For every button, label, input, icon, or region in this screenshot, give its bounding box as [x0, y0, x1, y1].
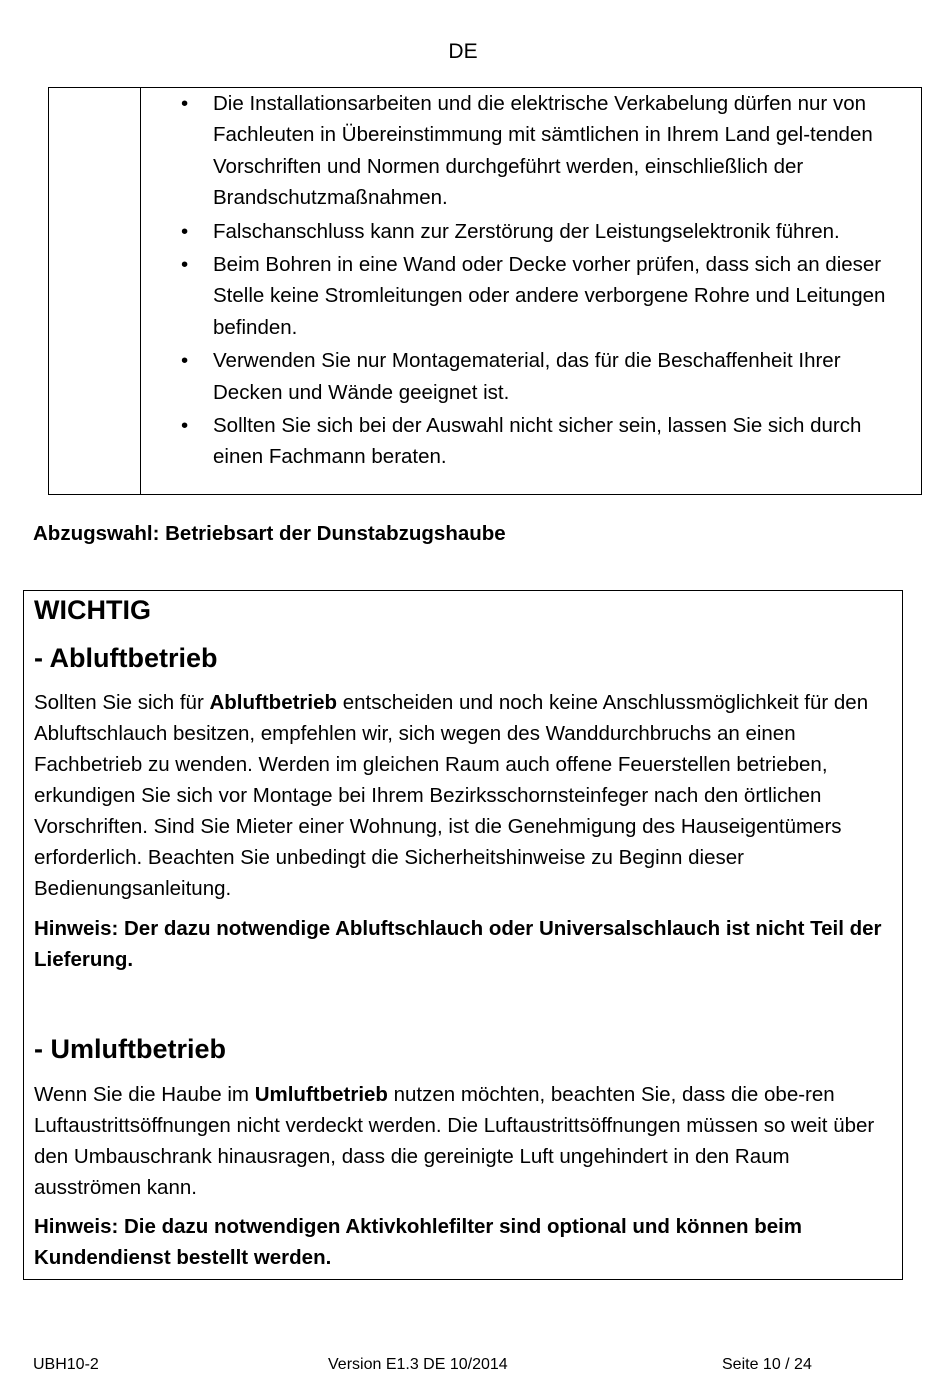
- abluft-heading: - Abluftbetrieb: [34, 643, 218, 673]
- section-heading: Abzugswahl: Betriebsart der Dunstabzugshaube: [33, 522, 506, 545]
- important-notice-box: [23, 590, 903, 1280]
- abluft-hint: Hinweis: Der dazu notwendige Abluftschlauch oder Universalschlauch ist nicht Teil der Lieferung.: [34, 917, 882, 971]
- page-language-header: DE: [448, 40, 478, 63]
- footer-version: Version E1.3 DE 10/2014: [328, 1356, 508, 1373]
- umluft-body: nutzen möchten, beachten Sie, dass die obe-ren Luftaustrittsöffnungen nicht verdeckt werden. Die Luftaustrittsöffnungen müssen so weit über den Umbauschrank hinausragen, dass die gereinigte Luft ungehindert in den Raum ausströmen kann.: [34, 1083, 875, 1199]
- bullet-icon: •: [181, 219, 189, 243]
- abluft-body: entscheiden und noch keine Anschlussmöglichkeit für den Abluftschlauch besitzen, empfehlen wir, sich wegen des Wanddurchbruchs an einen Fachbetrieb zu wenden. Werden im gleichen Raum auch offene Feuerstellen betrieben, erkundigen Sie sich vor Montage bei Ihrem Bezirksschornsteinfeger nach den örtlichen Vorschriften. Sind Sie Mieter einer Wohnung, ist die Genehmigung des Hauseigentümers erforderlich. Beachten Sie unbedingt die Sicherheitshinweise zu Beginn dieser Bedienungsanleitung.: [34, 691, 869, 900]
- umluft-hint: Hinweis: Die dazu notwendigen Aktivkohlefilter sind optional und können beim Kundendienst bestellt werden.: [34, 1215, 803, 1269]
- list-item: [141, 216, 913, 247]
- abluft-intro: Sollten Sie sich für: [34, 691, 210, 714]
- footer-page-number: Seite 10 / 24: [722, 1356, 812, 1373]
- bullet-text: Die Installationsarbeiten und die elektrische Verkabelung dürfen nur von Fachleuten in Übereinstimmung mit sämtlichen in Ihrem Land gel-tenden Vorschriften und Normen durchgeführt werden, einschließlich der Brandschutzmaßnahmen.: [213, 92, 873, 210]
- abluft-term: Abluftbetrieb: [209, 691, 338, 714]
- list-item: [141, 410, 913, 473]
- safety-bullet-list: [141, 88, 913, 473]
- list-item: [141, 88, 913, 214]
- bullet-text: Beim Bohren in eine Wand oder Decke vorher prüfen, dass sich an dieser Stelle keine Stromleitungen oder andere verborgene Rohre und Leitungen befinden.: [213, 253, 886, 339]
- umluft-heading: - Umluftbetrieb: [34, 1034, 226, 1064]
- bullet-text: Verwenden Sie nur Montagematerial, das für die Beschaffenheit Ihrer Decken und Wände geeignet ist.: [213, 349, 841, 404]
- bullet-icon: •: [181, 92, 189, 115]
- notice-title: WICHTIG: [34, 595, 151, 625]
- bullet-text: Sollten Sie sich bei der Auswahl nicht sicher sein, lassen Sie sich durch einen Fachmann beraten.: [213, 414, 862, 469]
- safety-table: [48, 87, 922, 495]
- umluft-intro: Wenn Sie die Haube im: [34, 1083, 255, 1106]
- footer-model: UBH10-2: [33, 1356, 99, 1373]
- bullet-icon: •: [181, 349, 189, 373]
- abluft-paragraph: [34, 687, 894, 904]
- list-item: [141, 345, 913, 408]
- umluft-term: Umluftbetrieb: [254, 1083, 388, 1106]
- bullet-icon: •: [181, 414, 189, 438]
- bullet-text: Falschanschluss kann zur Zerstörung der Leistungselektronik führen.: [213, 219, 840, 243]
- umluft-paragraph: [34, 1079, 894, 1203]
- list-item: [141, 249, 913, 343]
- bullet-icon: •: [181, 253, 189, 277]
- table-left-column: [49, 88, 141, 494]
